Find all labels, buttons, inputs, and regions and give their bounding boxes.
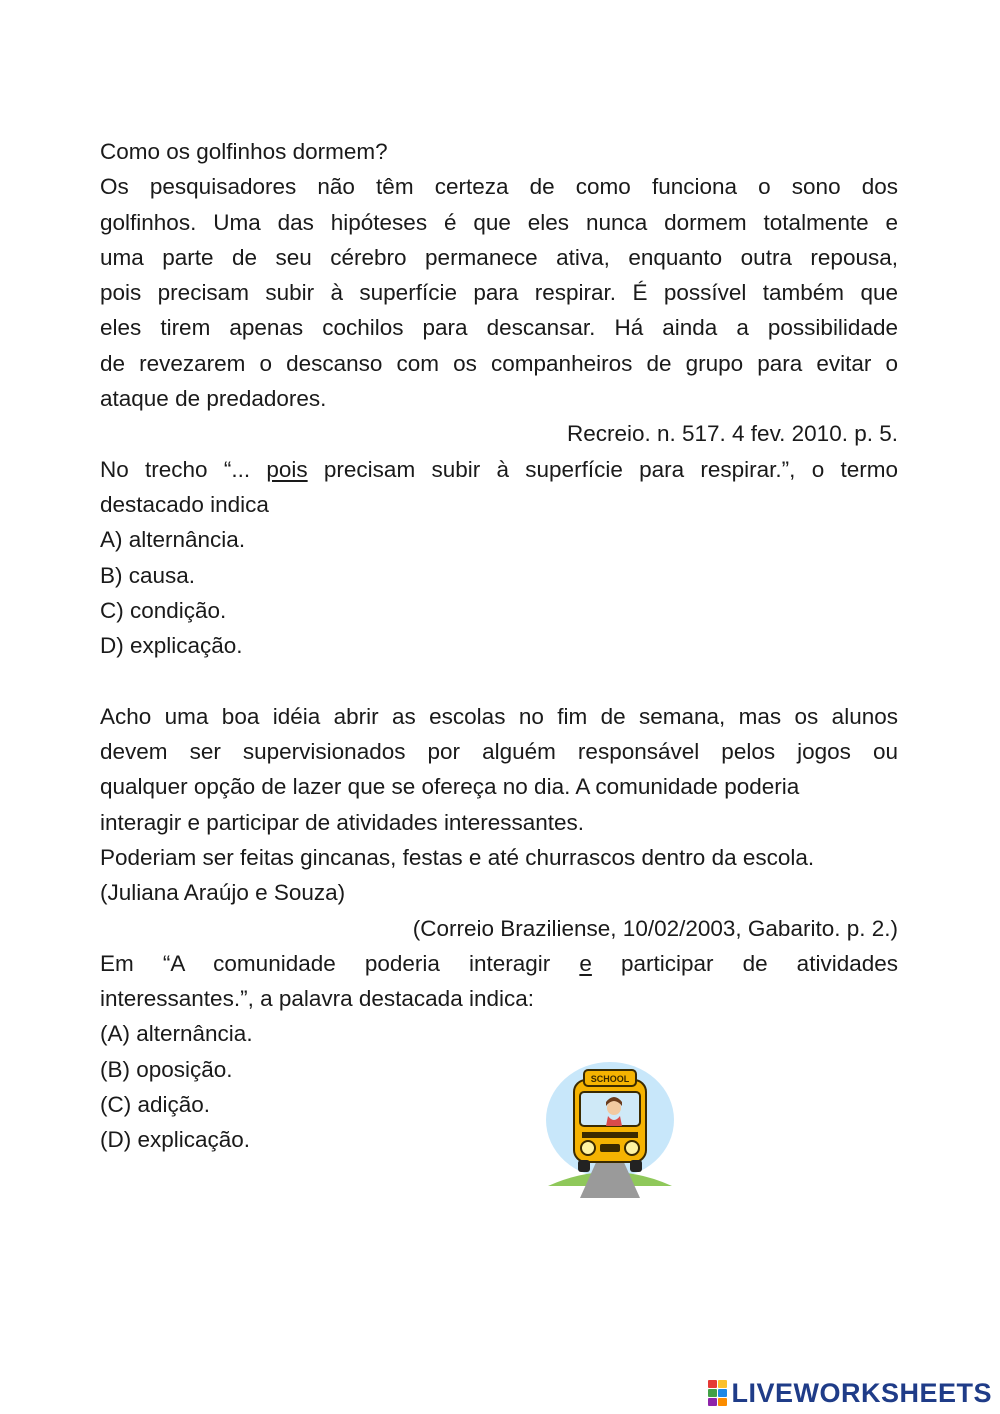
liveworksheets-branding bbox=[708, 1378, 992, 1408]
passage2-line: Acho uma boa idéia abrir as escolas no fim de semana, mas os alunos bbox=[100, 703, 898, 729]
passage1-line: de revezarem o descanso com os companheiros de grupo para evitar o bbox=[100, 350, 898, 376]
question2-prefix: Em “A comunidade poderia interagir bbox=[100, 950, 580, 976]
section-spacer bbox=[100, 663, 898, 698]
question1-highlight: pois bbox=[266, 456, 308, 482]
question2-option-c[interactable]: (C) adição. bbox=[100, 1092, 211, 1118]
question1-option-d[interactable]: D) explicação. bbox=[100, 633, 243, 659]
liveworksheets-wordmark: LIVEWORKSHEETS bbox=[731, 1377, 992, 1408]
passage2-source: (Correio Braziliense, 10/02/2003, Gabarito. p. 2.) bbox=[412, 915, 898, 941]
passage1-title: Como os golfinhos dormem? bbox=[100, 139, 388, 164]
passage1-line: ataque de predadores. bbox=[100, 386, 327, 412]
passage1-line: uma parte de seu cérebro permanece ativa, enquanto outra repousa, bbox=[100, 244, 898, 270]
question1-suffix: precisam subir à superfície para respirar.”, o termo bbox=[307, 456, 898, 482]
liveworksheets-logo-icon bbox=[708, 1380, 727, 1406]
question1-prefix: No trecho “... bbox=[100, 456, 267, 482]
passage1-source: Recreio. n. 517. 4 fev. 2010. p. 5. bbox=[566, 421, 898, 447]
passage2-line: interagir e participar de atividades interessantes. bbox=[100, 809, 585, 835]
question1-option-c[interactable]: C) condição. bbox=[100, 597, 227, 623]
passage2-line: devem ser supervisionados por alguém responsável pelos jogos ou bbox=[100, 739, 898, 765]
bus-sign-text: SCHOOL bbox=[590, 1074, 630, 1084]
passage1-line: Os pesquisadores não têm certeza de como funciona o sono dos bbox=[100, 174, 898, 200]
question2-highlight: e bbox=[579, 950, 592, 976]
passage2-author: (Juliana Araújo e Souza) bbox=[100, 880, 346, 906]
passage2-line: qualquer opção de lazer que se ofereça no dia. A comunidade poderia bbox=[100, 774, 800, 800]
question1-option-a[interactable]: A) alternância. bbox=[100, 527, 246, 553]
passage1-line: eles tirem apenas cochilos para descansar. Há ainda a possibilidade bbox=[100, 315, 898, 341]
passage2-line: Poderiam ser feitas gincanas, festas e até churrascos dentro da escola. bbox=[100, 844, 815, 870]
question2-stem-line2: interessantes.”, a palavra destacada indica: bbox=[100, 986, 535, 1012]
question2-suffix: participar de atividades bbox=[591, 950, 898, 976]
worksheet-body bbox=[100, 134, 898, 1158]
school-bus-illustration bbox=[540, 1058, 680, 1198]
question1-stem bbox=[100, 452, 898, 487]
question2-option-a[interactable]: (A) alternância. bbox=[100, 1021, 253, 1047]
question1-stem-line2: destacado indica bbox=[100, 491, 269, 517]
question1-option-b[interactable]: B) causa. bbox=[100, 562, 196, 588]
question2-option-b[interactable]: (B) oposição. bbox=[100, 1056, 233, 1082]
question2-option-d[interactable]: (D) explicação. bbox=[100, 1127, 251, 1153]
passage1-line: golfinhos. Uma das hipóteses é que eles nunca dormem totalmente e bbox=[100, 209, 898, 235]
passage1-line: pois precisam subir à superfície para respirar. É possível também que bbox=[100, 280, 898, 306]
question2-stem bbox=[100, 946, 898, 981]
